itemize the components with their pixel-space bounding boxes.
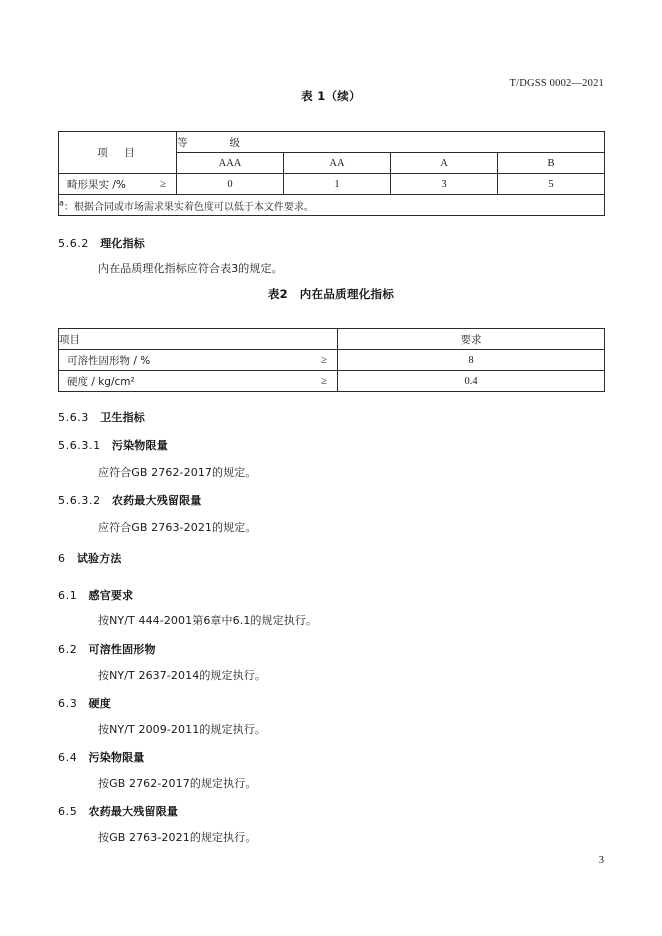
table2-row1-label: 硬度 / kg/cm² [67, 375, 135, 388]
clause-5-6-3-2-number: 5.6.3.2 [58, 494, 101, 507]
clause-6-3-text: 按NY/T 2009-2011的规定执行。 [98, 723, 266, 736]
clause-6-1-title: 感官要求 [88, 589, 134, 602]
clause-5-6-3-1-text: 应符合GB 2762-2017的规定。 [98, 466, 257, 479]
clause-5-6-3-1 [58, 437, 168, 453]
table1-footnote-text: ：根据合同或市场需求果实着色度可以低于本文件要求。 [63, 201, 314, 213]
clause-5-6-2 [58, 235, 145, 251]
clause-spacer [66, 552, 77, 565]
clause-6-5-number: 6.5 [58, 805, 78, 818]
table1-grade-header: 等 级 [177, 132, 605, 153]
table2-wrap [58, 328, 604, 392]
table1-row0-value-aaa: 0 [177, 174, 284, 195]
clause-spacer [101, 439, 112, 452]
clause-5-6-3-1-number: 5.6.3.1 [58, 439, 101, 452]
table-row [59, 329, 605, 350]
table1-grade-col-aa: AA [284, 153, 391, 174]
clause-6-3-number: 6.3 [58, 697, 78, 710]
table1-row0-value-a: 3 [391, 174, 498, 195]
clause-6-title: 试验方法 [76, 552, 122, 565]
table1-footnote-cell [59, 195, 605, 216]
table1-grade-col-a: A [391, 153, 498, 174]
clause-spacer [77, 589, 88, 602]
table2-row1-label-cell [59, 371, 338, 392]
table1-wrap [58, 131, 604, 216]
clause-6-2-title: 可溶性固形物 [88, 643, 156, 656]
table1-row0-label: 畸形果实 /% [67, 178, 126, 191]
page-number: 3 [598, 855, 604, 866]
table1-caption: 表 1（续） [301, 89, 361, 103]
table2-caption: 表2 内在品质理化指标 [267, 287, 395, 301]
clause-5-6-3-2-text: 应符合GB 2763-2021的规定。 [98, 521, 257, 534]
table1-row0-value-b: 5 [498, 174, 605, 195]
clause-5-6-3-number: 5.6.3 [58, 411, 89, 424]
clause-6-4-number: 6.4 [58, 751, 78, 764]
table1 [58, 131, 605, 216]
clause-5-6-2-text: 内在品质理化指标应符合表3的规定。 [98, 262, 283, 275]
clause-spacer [77, 697, 88, 710]
table1-footnote-marker: a [59, 198, 64, 208]
clause-6-3 [58, 695, 111, 711]
clause-5-6-2-number: 5.6.2 [58, 237, 89, 250]
clause-6-1 [58, 587, 133, 603]
clause-spacer [101, 494, 112, 507]
table-row [59, 350, 605, 371]
table1-item-header: 项 目 [59, 132, 177, 174]
table2-row1-value: 0.4 [338, 371, 605, 392]
table-row-footnote [59, 195, 605, 216]
clause-6-1-number: 6.1 [58, 589, 78, 602]
table2-col-header-item: 项目 [59, 329, 338, 350]
clause-spacer [77, 805, 88, 818]
table1-row0-label-cell [59, 174, 177, 195]
table1-caption-wrap [58, 88, 604, 104]
clause-6-5 [58, 803, 178, 819]
clause-spacer [89, 411, 100, 424]
clause-6-5-text: 按GB 2763-2021的规定执行。 [98, 831, 257, 844]
table2 [58, 328, 605, 392]
clause-6-3-title: 硬度 [88, 697, 111, 710]
clause-5-6-3-2 [58, 492, 202, 508]
clause-6-1-text: 按NY/T 444-2001第6章中6.1的规定执行。 [98, 614, 318, 627]
clause-5-6-3-1-title: 污染物限量 [111, 439, 168, 452]
clause-6 [58, 550, 122, 566]
clause-spacer [77, 643, 88, 656]
table1-row0-operator: ≥ [159, 178, 166, 190]
table2-col-header-requirement: 要求 [338, 329, 605, 350]
table1-grade-col-b: B [498, 153, 605, 174]
table2-row0-label: 可溶性固形物 / % [67, 354, 151, 367]
table2-row0-value: 8 [338, 350, 605, 371]
clause-6-2 [58, 641, 156, 657]
table-row [59, 371, 605, 392]
clause-spacer [77, 751, 88, 764]
clause-6-2-text: 按NY/T 2637-2014的规定执行。 [98, 669, 266, 682]
clause-5-6-2-title: 理化指标 [100, 237, 146, 250]
table-row [59, 132, 605, 153]
table2-row1-operator: ≥ [320, 375, 327, 387]
clause-6-4 [58, 749, 145, 765]
table1-grade-col-aaa: AAA [177, 153, 284, 174]
clause-6-number: 6 [58, 552, 66, 565]
table2-row0-operator: ≥ [320, 354, 327, 366]
clause-spacer [89, 237, 100, 250]
clause-6-5-title: 农药最大残留限量 [88, 805, 179, 818]
table2-row0-label-cell [59, 350, 338, 371]
clause-5-6-3 [58, 409, 145, 425]
clause-5-6-3-title: 卫生指标 [100, 411, 146, 424]
clause-5-6-3-2-title: 农药最大残留限量 [111, 494, 202, 507]
table-row [59, 174, 605, 195]
clause-6-4-text: 按GB 2762-2017的规定执行。 [98, 777, 257, 790]
clause-6-2-number: 6.2 [58, 643, 78, 656]
table1-row0-value-aa: 1 [284, 174, 391, 195]
clause-6-4-title: 污染物限量 [88, 751, 145, 764]
document-header-code: T/DGSS 0002—2021 [509, 78, 604, 89]
table2-caption-wrap [58, 286, 604, 302]
